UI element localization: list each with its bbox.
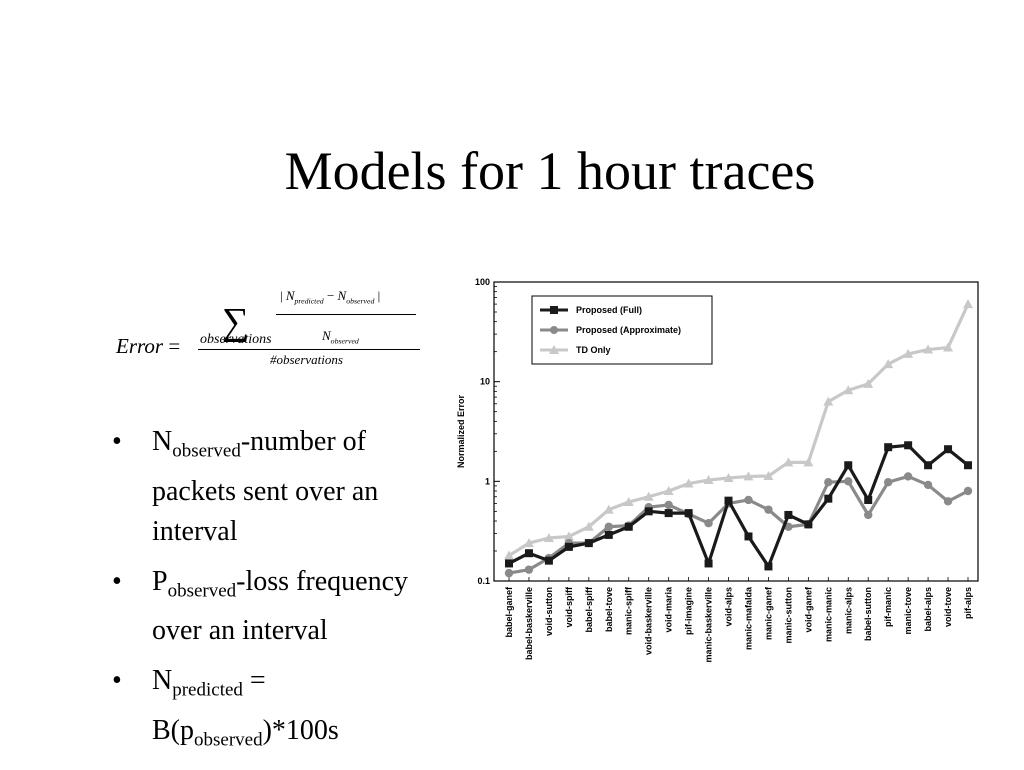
bullet-list bbox=[112, 422, 442, 770]
x-tick-label: babel-spiff bbox=[583, 587, 594, 633]
data-point bbox=[864, 496, 872, 504]
data-point bbox=[784, 511, 792, 519]
x-tick-label: void-spiff bbox=[563, 587, 574, 628]
x-tick-label: manic-mafalda bbox=[743, 587, 754, 651]
y-tick-label: 1 bbox=[484, 476, 490, 487]
x-tick-label: babel-alps bbox=[923, 587, 934, 632]
x-tick-label: manic-spiff bbox=[623, 587, 634, 636]
error-chart bbox=[450, 268, 990, 688]
data-point bbox=[565, 543, 573, 551]
bullet-dot: • bbox=[112, 426, 122, 457]
data-point bbox=[525, 549, 533, 557]
data-point bbox=[725, 497, 733, 505]
data-point bbox=[645, 507, 653, 515]
sum-subscript: observations bbox=[200, 332, 272, 347]
data-point bbox=[545, 557, 553, 565]
x-tick-label: babel-baskerville bbox=[523, 587, 534, 661]
data-point bbox=[824, 495, 832, 503]
legend-marker bbox=[550, 306, 558, 314]
x-tick-label: void-alps bbox=[723, 587, 734, 627]
y-tick-label: 0.1 bbox=[477, 576, 490, 586]
x-tick-label: pif-alps bbox=[963, 587, 973, 620]
data-point bbox=[505, 559, 513, 567]
data-point bbox=[664, 501, 672, 509]
data-point bbox=[804, 520, 812, 528]
data-point bbox=[704, 519, 712, 527]
data-point bbox=[884, 478, 892, 486]
x-tick-label: void-ganef bbox=[803, 587, 814, 633]
data-point bbox=[944, 497, 952, 505]
legend-label: Proposed (Approximate) bbox=[576, 325, 682, 335]
y-tick-label: 10 bbox=[479, 376, 490, 387]
data-point bbox=[605, 523, 613, 531]
data-point bbox=[884, 443, 892, 451]
data-point bbox=[924, 461, 932, 469]
sum-symbol: ∑ bbox=[222, 301, 250, 343]
data-point bbox=[665, 509, 673, 517]
legend-label: TD Only bbox=[576, 345, 611, 355]
data-point bbox=[824, 478, 832, 486]
y-axis-label: Normalized Error bbox=[456, 394, 466, 469]
data-point bbox=[904, 441, 912, 449]
x-tick-label: pif-manic bbox=[883, 587, 894, 628]
legend-marker bbox=[550, 326, 558, 334]
data-point bbox=[924, 481, 932, 489]
y-tick-label: 100 bbox=[474, 277, 490, 287]
x-tick-label: manic-sutton bbox=[783, 587, 794, 644]
slide-title: Models for 1 hour traces bbox=[284, 141, 816, 201]
data-point bbox=[964, 487, 972, 495]
x-tick-label: babel-ganef bbox=[504, 587, 514, 638]
formula-inner-fraction-line bbox=[276, 314, 416, 315]
formula-main-fraction-line bbox=[198, 349, 420, 350]
x-tick-label: babel-tove bbox=[603, 587, 614, 633]
data-point bbox=[525, 565, 533, 573]
data-point bbox=[764, 505, 772, 513]
data-point bbox=[844, 461, 852, 469]
x-tick-label: manic-baskerville bbox=[703, 587, 714, 663]
bullet-item: • $P_{observed}$-loss frequency over an interval bbox=[112, 562, 442, 652]
x-tick-label: void-maria bbox=[663, 587, 674, 633]
formula-inner-numerator: | $N_{predicted} - N_{observed}$ | bbox=[280, 288, 381, 306]
data-point bbox=[744, 532, 752, 540]
x-tick-label: manic-alps bbox=[843, 587, 854, 635]
data-point bbox=[844, 477, 852, 485]
data-point bbox=[505, 569, 513, 577]
x-tick-label: void-baskerville bbox=[643, 587, 654, 656]
x-tick-label: pif-imagine bbox=[683, 587, 694, 636]
legend-label: Proposed (Full) bbox=[576, 305, 642, 315]
data-point bbox=[944, 445, 952, 453]
data-point bbox=[964, 461, 972, 469]
data-point bbox=[625, 523, 633, 531]
formula-lhs: Error = bbox=[116, 334, 181, 358]
data-point bbox=[605, 531, 613, 539]
chart-svg bbox=[450, 268, 990, 688]
data-point bbox=[904, 472, 912, 480]
data-point bbox=[685, 509, 693, 517]
formula-inner-denominator: $N_{observed}$ bbox=[322, 328, 359, 346]
x-tick-label: manic-ganef bbox=[763, 587, 774, 641]
data-point bbox=[585, 539, 593, 547]
formula-main-denominator: #observations bbox=[270, 352, 343, 367]
data-point bbox=[705, 559, 713, 567]
bullet-dot: • bbox=[112, 565, 122, 597]
data-point bbox=[744, 496, 752, 504]
x-tick-label: babel-sutton bbox=[863, 587, 874, 641]
bullet-item: • $N_{observed}$-number of packets sent over an interval bbox=[112, 422, 442, 552]
x-tick-label: void-tove bbox=[943, 587, 954, 628]
bullet-item: • $N_{predicted} = B(p_{observed})*100s$ bbox=[112, 661, 442, 760]
x-tick-label: void-sutton bbox=[543, 587, 554, 636]
data-point bbox=[764, 562, 772, 570]
x-tick-label: manic-tove bbox=[903, 587, 914, 635]
error-formula bbox=[112, 282, 432, 372]
data-point bbox=[864, 511, 872, 519]
x-tick-label: manic-manic bbox=[823, 587, 834, 643]
bullet-dot: • bbox=[112, 665, 122, 697]
